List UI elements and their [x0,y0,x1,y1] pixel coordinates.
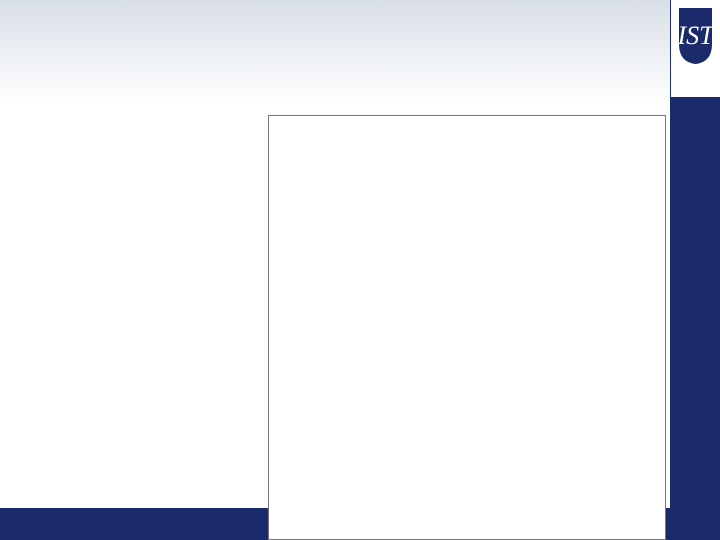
slide-header [0,0,670,105]
competence-table-image [268,115,666,540]
svg-text:IST: IST [677,21,714,50]
shield-icon [677,6,714,66]
ist-logo [671,0,720,97]
competence-matrix [269,116,666,540]
